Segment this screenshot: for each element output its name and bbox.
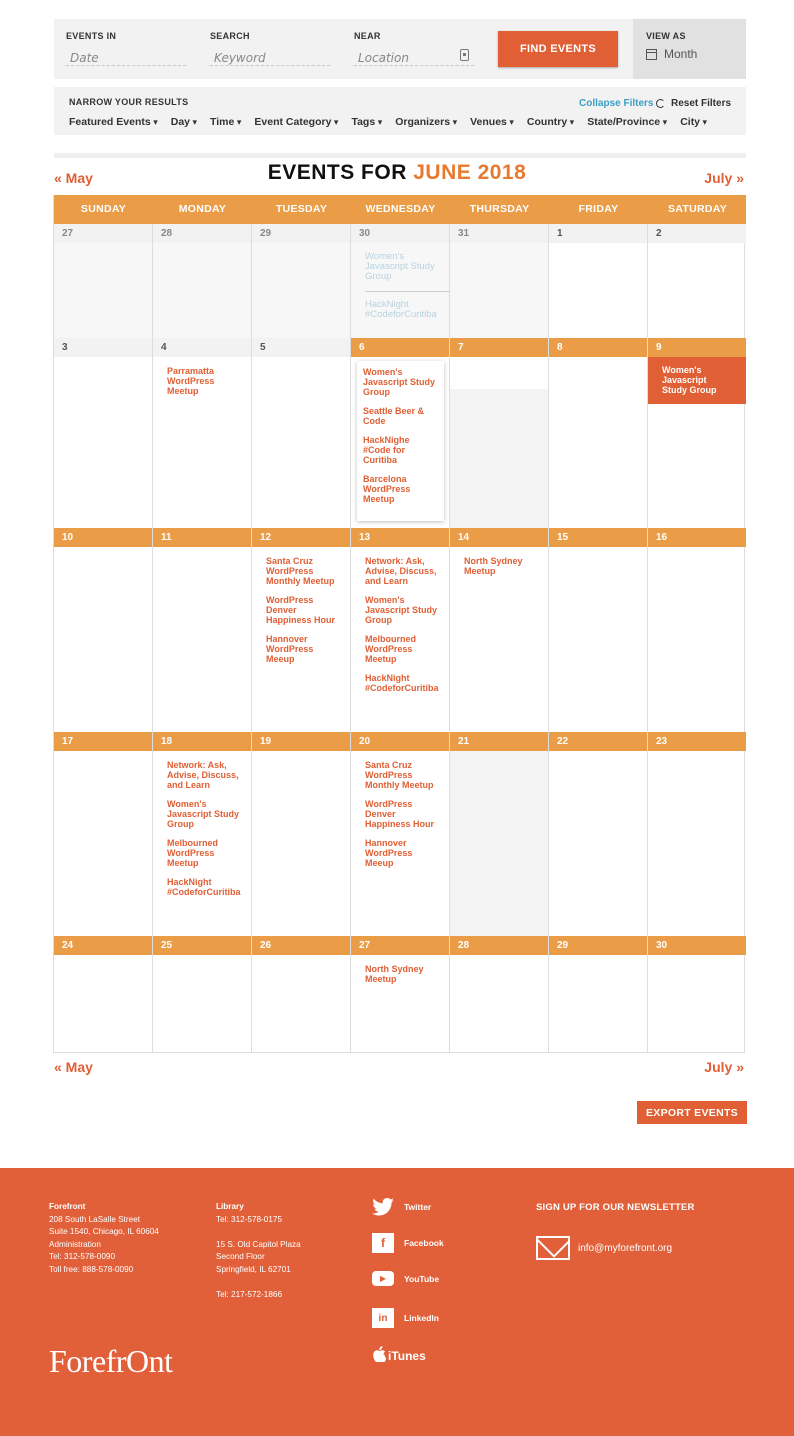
footer-library-spacer bbox=[216, 1226, 301, 1239]
hover-day-background bbox=[450, 751, 548, 936]
event-santa-cruz-wordpress-monthly-meetup[interactable]: Santa Cruz WordPress Monthly Meetup bbox=[266, 556, 335, 586]
keyword-input[interactable] bbox=[210, 50, 330, 66]
day-number-2-2[interactable]: 4 bbox=[153, 338, 251, 357]
event-seattle-beer-code[interactable]: Seattle Beer & Code bbox=[363, 406, 425, 426]
footer-library-tel: Tel: 312-578-0175 bbox=[216, 1214, 283, 1224]
events-in-label: EVENTS IN bbox=[66, 31, 117, 41]
footer-library-address bbox=[216, 1201, 301, 1302]
day-number-1-5[interactable]: 31 bbox=[450, 224, 548, 243]
reset-filters-link[interactable] bbox=[656, 98, 731, 109]
footer-library-spacer-2 bbox=[216, 1277, 301, 1290]
event-north-sydney-meetup[interactable]: North Sydney Meetup bbox=[464, 556, 523, 576]
social-youtube[interactable] bbox=[372, 1271, 439, 1286]
day-number-1-3[interactable]: 29 bbox=[252, 224, 350, 243]
find-events-button[interactable]: FIND EVENTS bbox=[498, 31, 618, 67]
weekday-sunday: SUNDAY bbox=[80, 203, 127, 215]
linkedin-icon: in bbox=[372, 1308, 394, 1328]
event-wordpress-denver-happiness-hour[interactable]: WordPress Denver Happiness Hour bbox=[266, 595, 336, 625]
filter-organizers[interactable]: Organizers ▾ bbox=[395, 116, 457, 128]
day-events-1-4 bbox=[365, 252, 444, 329]
event-hacknight-codeforcuritiba[interactable]: HackNight #CodeforCuritiba bbox=[167, 877, 241, 897]
event-hannover-wordpress-meeup[interactable]: Hannover WordPress Meeup bbox=[266, 634, 314, 664]
social-linkedin-label: LinkedIn bbox=[404, 1313, 439, 1323]
event-north-sydney-meetup[interactable]: North Sydney Meetup bbox=[365, 964, 424, 984]
past-day-background bbox=[54, 243, 152, 338]
event-melbourned-wordpress-meetup[interactable]: Melbourned WordPress Meetup bbox=[167, 838, 218, 868]
social-youtube-label: YouTube bbox=[404, 1273, 440, 1284]
reset-filters-label: Reset Filters bbox=[671, 98, 732, 109]
prev-month-link-bottom[interactable]: « May bbox=[54, 1059, 93, 1075]
day-number-1-6[interactable]: 1 bbox=[549, 224, 647, 243]
social-twitter[interactable] bbox=[372, 1197, 431, 1217]
event-santa-cruz-wordpress-monthly-meetup[interactable]: Santa Cruz WordPress Monthly Meetup bbox=[365, 760, 434, 790]
day-events-3-4 bbox=[365, 556, 444, 702]
day-number-5-4[interactable]: 27 bbox=[351, 936, 449, 955]
event-women-s-javascript-study-group[interactable]: Women's Javascript Study Group bbox=[167, 799, 240, 829]
day-number-1-7[interactable]: 2 bbox=[648, 224, 746, 243]
day-number-3-4[interactable]: 13 bbox=[351, 528, 449, 547]
weekday-monday: MONDAY bbox=[178, 203, 227, 215]
event-women-s-javascript-study-group[interactable]: Women's Javascript Study Group bbox=[363, 367, 436, 397]
past-day-background bbox=[153, 243, 251, 338]
search-label: SEARCH bbox=[210, 31, 250, 41]
weekday-friday: FRIDAY bbox=[578, 203, 619, 215]
calendar-top-divider bbox=[54, 153, 746, 158]
day-number-5-7[interactable]: 30 bbox=[648, 936, 746, 955]
day-number-2-7[interactable]: 9 bbox=[648, 338, 746, 357]
filter-day[interactable]: Day ▾ bbox=[171, 116, 197, 128]
day-number-5-5[interactable]: 28 bbox=[450, 936, 548, 955]
weekday-header bbox=[54, 195, 746, 224]
event-women-s-javascript-study-group[interactable]: Women's Javascript Study Group bbox=[648, 357, 746, 404]
footer-library-heading: Library bbox=[216, 1202, 244, 1211]
near-label: NEAR bbox=[354, 31, 381, 41]
social-facebook[interactable] bbox=[372, 1233, 444, 1253]
day-events-2-2 bbox=[167, 366, 246, 405]
day-number-3-5[interactable]: 14 bbox=[450, 528, 548, 547]
day-number-3-7[interactable]: 16 bbox=[648, 528, 746, 547]
day-number-4-3[interactable]: 19 bbox=[252, 732, 350, 751]
date-input[interactable] bbox=[66, 50, 186, 66]
calendar-icon bbox=[646, 49, 657, 60]
footer-library-street: 15 S. Old Capitol Plaza bbox=[216, 1239, 301, 1249]
filter-time[interactable]: Time ▾ bbox=[210, 116, 241, 128]
social-itunes[interactable] bbox=[372, 1346, 426, 1365]
event-women-s-javascript-study-group[interactable]: Women's Javascript Study Group bbox=[365, 595, 438, 625]
footer-forefront-tel: Tel: 312-578-0090 bbox=[49, 1252, 116, 1262]
view-as-label: VIEW AS bbox=[646, 31, 686, 41]
past-day-background bbox=[450, 243, 548, 338]
event-network-ask-advise-discuss-and-learn[interactable]: Network: Ask, Advise, Discuss, and Learn bbox=[167, 760, 239, 790]
day-number-3-3[interactable]: 12 bbox=[252, 528, 350, 547]
search-field-group bbox=[210, 31, 330, 67]
filter-dropdowns bbox=[69, 116, 720, 128]
event-hacknight-codeforcuritiba[interactable]: HackNight #CodeforCuritiba bbox=[365, 299, 437, 320]
footer-library-tel-2: Tel: 217-572-1866 bbox=[216, 1290, 283, 1300]
view-as-text: Month bbox=[664, 47, 698, 61]
day-number-2-5[interactable]: 7 bbox=[450, 338, 548, 357]
event-hacknight-codeforcuritiba[interactable]: HackNight #CodeforCuritiba bbox=[365, 673, 439, 693]
facebook-icon: f bbox=[372, 1233, 394, 1253]
day-number-1-4[interactable]: 30 bbox=[351, 224, 449, 243]
day-events-5-4 bbox=[365, 964, 444, 993]
social-twitter-label: Twitter bbox=[404, 1202, 432, 1212]
newsletter-email: info@myforefront.org bbox=[578, 1242, 673, 1254]
prev-month-link[interactable]: « May bbox=[54, 170, 93, 186]
day-number-1-2[interactable]: 28 bbox=[153, 224, 251, 243]
event-separator bbox=[365, 291, 453, 292]
day-number-4-2[interactable]: 18 bbox=[153, 732, 251, 751]
day-number-4-5[interactable]: 21 bbox=[450, 732, 548, 751]
collapse-filters-link[interactable]: Collapse Filters bbox=[579, 98, 654, 109]
month-grid bbox=[53, 195, 745, 1053]
footer-library-floor: Second Floor bbox=[216, 1252, 265, 1262]
footer-forefront-address bbox=[49, 1201, 159, 1277]
day-number-4-1[interactable]: 17 bbox=[54, 732, 152, 751]
weekday-thursday: THURSDAY bbox=[469, 203, 530, 215]
day-number-5-2[interactable]: 25 bbox=[153, 936, 251, 955]
footer-forefront-heading: Forefront bbox=[49, 1202, 86, 1211]
export-events-button[interactable]: EXPORT EVENTS bbox=[637, 1101, 747, 1124]
filter-state-province[interactable]: State/Province ▾ bbox=[587, 116, 667, 128]
youtube-icon: ▶ bbox=[372, 1271, 394, 1286]
day-number-4-7[interactable]: 23 bbox=[648, 732, 746, 751]
calendar-title-month: JUNE 2018 bbox=[413, 161, 527, 184]
day-events-3-5 bbox=[464, 556, 543, 585]
filter-venues[interactable]: Venues ▾ bbox=[470, 116, 514, 128]
weekday-wednesday: WEDNESDAY bbox=[365, 203, 436, 215]
event-wordpress-denver-happiness-hour[interactable]: WordPress Denver Happiness Hour bbox=[365, 799, 435, 829]
day-events-4-4 bbox=[365, 760, 444, 877]
event-network-ask-advise-discuss-and-learn[interactable]: Network: Ask, Advise, Discuss, and Learn bbox=[365, 556, 437, 586]
weekday-tuesday: TUESDAY bbox=[275, 203, 328, 215]
day-number-3-1[interactable]: 10 bbox=[54, 528, 152, 547]
filter-country[interactable]: Country ▾ bbox=[527, 116, 574, 128]
footer-forefront-suite: Suite 1540, Chicago, IL 60604 bbox=[49, 1227, 159, 1237]
day-number-5-1[interactable]: 24 bbox=[54, 936, 152, 955]
day-events-4-2 bbox=[167, 760, 246, 906]
newsletter-title: SIGN UP FOR OUR NEWSLETTER bbox=[536, 1202, 695, 1213]
day-number-2-4[interactable]: 6 bbox=[351, 338, 449, 357]
near-field-group bbox=[354, 31, 474, 67]
footer-forefront-street: 208 South LaSalle Street bbox=[49, 1214, 141, 1224]
day-number-5-3[interactable]: 26 bbox=[252, 936, 350, 955]
social-linkedin[interactable] bbox=[372, 1308, 439, 1328]
view-as-value[interactable] bbox=[646, 47, 697, 61]
past-day-background bbox=[252, 243, 350, 338]
event-barcelona-wordpress-meetup[interactable]: Barcelona WordPress Meetup bbox=[363, 474, 411, 504]
day-number-2-1[interactable]: 3 bbox=[54, 338, 152, 357]
day-events-3-3 bbox=[266, 556, 345, 673]
filter-tags[interactable]: Tags ▾ bbox=[351, 116, 382, 128]
weekday-saturday: SATURDAY bbox=[668, 203, 727, 215]
filter-featured-events[interactable]: Featured Events ▾ bbox=[69, 116, 158, 128]
social-facebook-label: Facebook bbox=[404, 1238, 444, 1248]
filter-city[interactable]: City ▾ bbox=[680, 116, 707, 128]
location-icon[interactable] bbox=[460, 49, 469, 61]
footer-library-city: Springfield, IL 62701 bbox=[216, 1264, 291, 1274]
filters-panel bbox=[54, 87, 746, 135]
footer-forefront-admin: Administration bbox=[49, 1239, 101, 1249]
filters-title: NARROW YOUR RESULTS bbox=[69, 97, 189, 107]
event-women-s-javascript-study-group[interactable]: Women's Javascript Study Group bbox=[365, 251, 435, 282]
apple-icon bbox=[372, 1346, 386, 1365]
newsletter-email-link[interactable] bbox=[536, 1236, 672, 1260]
location-input[interactable] bbox=[354, 50, 474, 66]
day-number-2-6[interactable]: 8 bbox=[549, 338, 647, 357]
forefront-logo[interactable]: ForefrOnt bbox=[49, 1343, 173, 1379]
footer-forefront-tollfree: Toll free: 888-578-0090 bbox=[49, 1264, 134, 1274]
social-itunes-label: iTunes bbox=[388, 1348, 426, 1363]
event-melbourned-wordpress-meetup[interactable]: Melbourned WordPress Meetup bbox=[365, 634, 416, 664]
filter-event-category[interactable]: Event Category ▾ bbox=[254, 116, 338, 128]
event-hannover-wordpress-meeup[interactable]: Hannover WordPress Meeup bbox=[365, 838, 413, 868]
day-number-4-4[interactable]: 20 bbox=[351, 732, 449, 751]
search-bar bbox=[54, 19, 746, 79]
date-field-group bbox=[66, 31, 186, 67]
event-parramatta-wordpress-meetup[interactable]: Parramatta WordPress Meetup bbox=[167, 366, 215, 396]
hover-day-background bbox=[450, 389, 548, 528]
day-number-3-2[interactable]: 11 bbox=[153, 528, 251, 547]
next-month-link[interactable]: July » bbox=[704, 170, 744, 186]
day-number-4-6[interactable]: 22 bbox=[549, 732, 647, 751]
reset-icon bbox=[656, 99, 665, 108]
day-number-1-1[interactable]: 27 bbox=[54, 224, 152, 243]
mail-icon bbox=[536, 1236, 570, 1260]
day-number-5-6[interactable]: 29 bbox=[549, 936, 647, 955]
day-number-3-6[interactable]: 15 bbox=[549, 528, 647, 547]
twitter-icon bbox=[372, 1197, 394, 1217]
site-footer bbox=[0, 1168, 794, 1436]
day-events-2-4 bbox=[357, 361, 444, 521]
day-number-2-3[interactable]: 5 bbox=[252, 338, 350, 357]
next-month-link-bottom[interactable]: July » bbox=[704, 1059, 744, 1075]
calendar-title-prefix: EVENTS FOR bbox=[267, 161, 407, 184]
view-as-selector[interactable] bbox=[633, 19, 746, 79]
calendar-title bbox=[0, 161, 794, 185]
event-hacknighe-code-for-curitiba[interactable]: HackNighe #Code for Curitiba bbox=[363, 435, 410, 465]
